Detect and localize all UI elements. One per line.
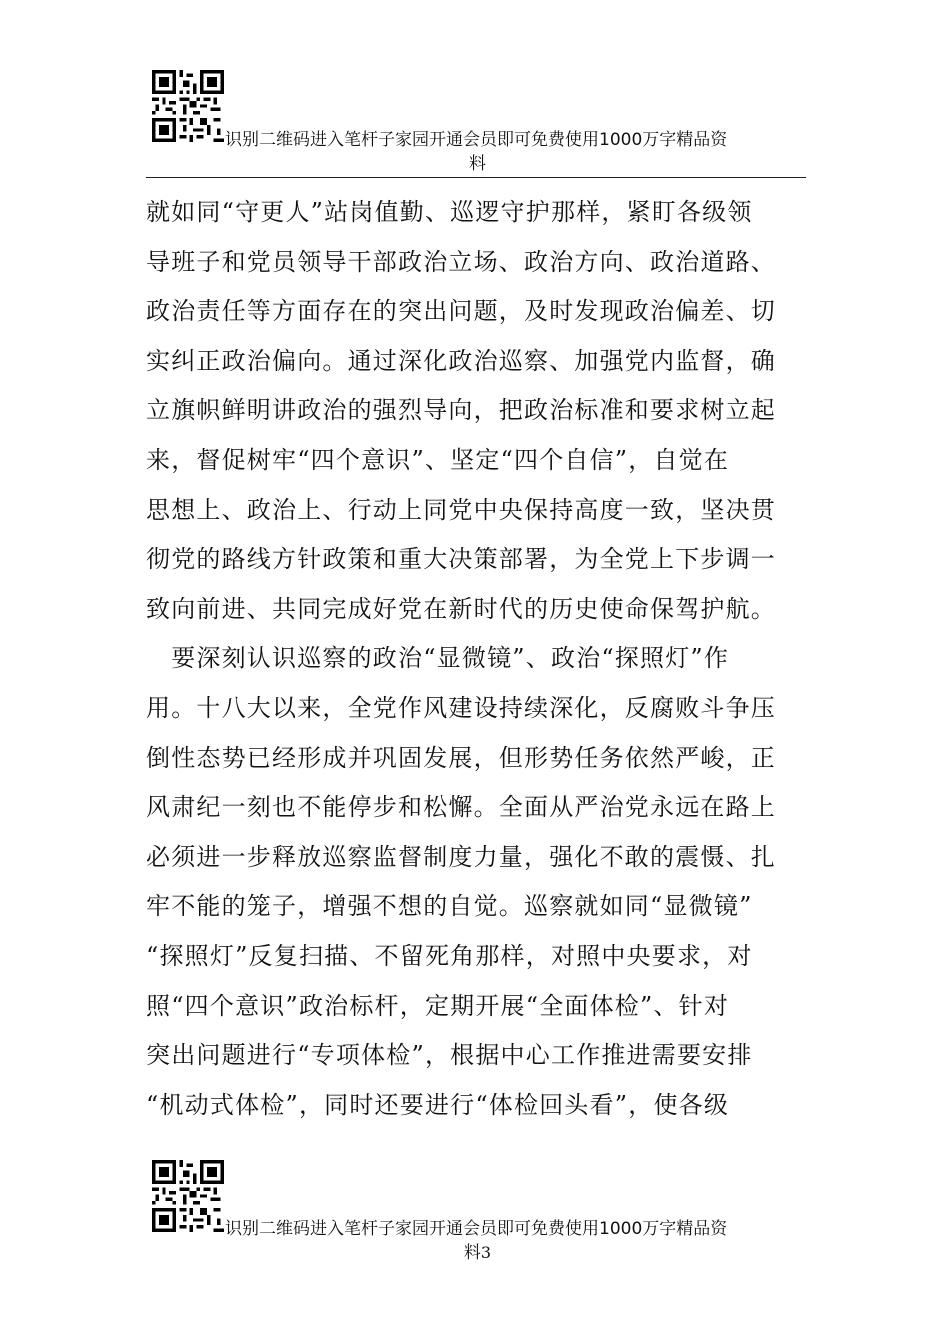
body-line: 牢不能的笼子，增强不想的自觉。巡察就如同“显微镜” [146,892,753,921]
page-number: 3 [480,1243,492,1262]
body-line: 彻党的路线方针政策和重大决策部署，为全党上下步调一 [146,545,776,574]
body-line: 致向前进、共同完成好党在新时代的历史使命保驾护航。 [146,594,776,623]
body-line: 照“四个意识”政治标杆，定期开展“全面体检”、针对 [146,991,730,1020]
body-line: 倒性态势已经形成并巩固发展，但形势任务依然严峻，正 [146,743,776,772]
body-line: 突出问题进行“专项体检”，根据中心工作推进需要安排 [146,1041,753,1070]
footer-banner-line2-text: 料 [463,1243,481,1263]
footer-banner-line1: 识别二维码进入笔杆子家园开通会员即可免费使用1000万字精品资 [225,1219,728,1239]
header-banner-line2: 料 [469,154,486,174]
footer-banner-line2 [464,1243,491,1263]
body-line: 来，督促树牢“四个意识”、坚定“四个自信”，自觉在 [146,445,730,474]
body-line: 导班子和党员领导干部政治立场、政治方向、政治道路、 [146,247,776,276]
body-line: “机动式体检”，同时还要进行“体检回头看”，使各级 [146,1090,730,1119]
body-line: 用。十八大以来，全党作风建设持续深化，反腐败斗争压 [146,693,776,722]
body-line: 实纠正政治偏向。通过深化政治巡察、加强党内监督，确 [146,346,776,375]
body-line: 风肃纪一刻也不能停步和松懈。全面从严治党永远在路上 [146,793,776,822]
body-line: “探照灯”反复扫描、不留死角那样，对照中央要求，对 [146,941,753,970]
body-line: 政治责任等方面存在的突出问题，及时发现政治偏差、切 [146,297,776,326]
document-body [146,188,806,1130]
footer-banner [150,1217,805,1265]
body-line: 立旗帜鲜明讲政治的强烈导向，把政治标准和要求树立起 [146,396,776,425]
body-line: 要深刻认识巡察的政治“显微镜”、政治“探照灯”作 [146,644,730,673]
header-banner-line1: 识别二维码进入笔杆子家园开通会员即可免费使用1000万字精品资 [225,130,728,150]
body-line: 就如同“守更人”站岗值勤、巡逻守护那样，紧盯各级领 [146,198,753,226]
body-line: 思想上、政治上、行动上同党中央保持高度一致，坚决贯 [146,495,776,524]
body-line: 必须进一步释放巡察监督制度力量，强化不敢的震慑、扎 [146,842,776,871]
header-divider [146,177,806,178]
header-banner [150,128,805,176]
